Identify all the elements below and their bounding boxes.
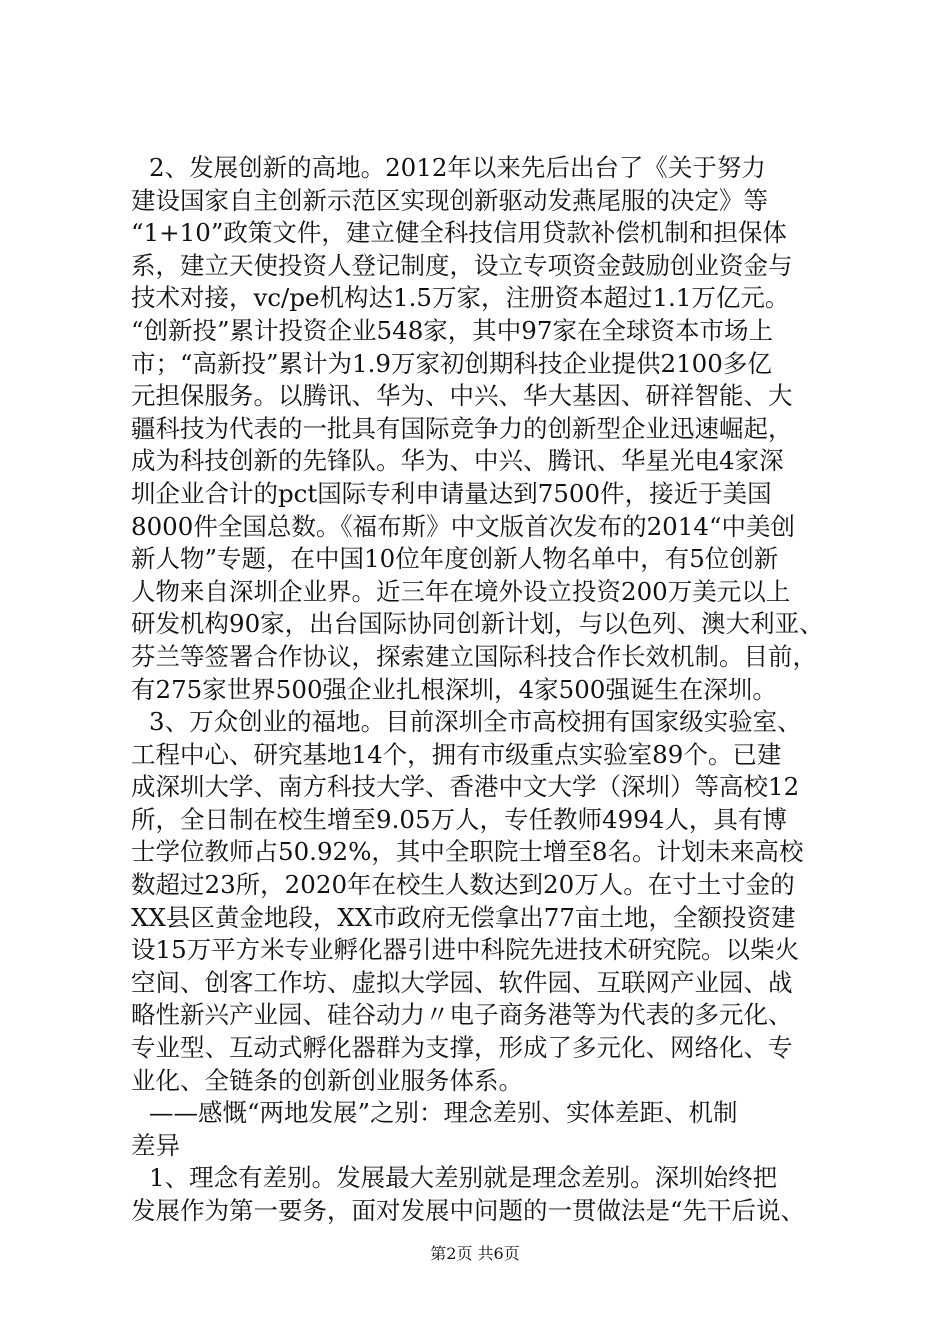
text-line: 士学位教师占50.92%，其中全职院士增至8名。计划未来高校 xyxy=(131,837,804,867)
text-line: 成深圳大学、南方科技大学、香港中文大学（深圳）等高校12 xyxy=(131,772,800,802)
text-line: 设15万平方米专业孵化器引进中科院先进技术研究院。以柴火 xyxy=(131,935,800,965)
text-line: 疆科技为代表的一批具有国际竞争力的创新型企业迅速崛起， xyxy=(131,413,793,443)
text-line: 有275家世界500强企业扎根深圳，4家500强诞生在深圳。 xyxy=(131,674,777,704)
text-line: 新人物”专题，在中国10位年度创新人物名单中，有5位创新 xyxy=(131,544,779,574)
text-line: 专业型、互动式孵化器群为支撑，形成了多元化、网络化、专 xyxy=(131,1033,793,1063)
text-line: 建设国家自主创新示范区实现创新驱动发燕尾服的决定》等 xyxy=(131,185,768,215)
section-heading-line: ——感慨“两地发展”之别：理念差别、实体差距、机制 xyxy=(149,1098,738,1128)
text-line: 元担保服务。以腾讯、华为、中兴、华大基因、研祥智能、大 xyxy=(131,381,793,411)
text-line: 研发机构90家，出台国际协同创新计划，与以色列、澳大利亚、 xyxy=(131,609,824,639)
text-line: 所，全日制在校生增至9.05万人，专任教师4994人，具有博 xyxy=(131,804,787,834)
text-line: 空间、创客工作坊、虚拟大学园、软件园、互联网产业园、战 xyxy=(131,967,793,997)
text-line: 人物来自深圳企业界。近三年在境外设立投资200万美元以上 xyxy=(131,576,791,606)
text-line: 技术对接，vc/pe机构达1.5万家，注册资本超过1.1万亿元。 xyxy=(131,283,790,313)
text-line: 工程中心、研究基地14个，拥有市级重点实验室89个。已建 xyxy=(131,739,782,769)
text-line: 2、发展创新的高地。2012年以来先后出台了《关于努力 xyxy=(149,153,766,182)
text-line: 系，建立天使投资人登记制度，设立专项资金鼓励创业资金与 xyxy=(131,250,793,280)
text-line: “1+10”政策文件，建立健全科技信用贷款补偿机制和担保体 xyxy=(131,218,787,248)
text-line: 成为科技创新的先锋队。华为、中兴、腾讯、华星光电4家深 xyxy=(131,446,784,476)
document-body xyxy=(131,152,829,1228)
text-line: 圳企业合计的pct国际专利申请量达到7500件，接近于美国 xyxy=(131,478,772,508)
section-heading-line: 差异 xyxy=(131,1130,180,1160)
text-line: 发展作为第一要务，面对发展中问题的一贯做法是“先干后说、 xyxy=(131,1196,806,1225)
text-line: 3、万众创业的福地。目前深圳全市高校拥有国家级实验室、 xyxy=(149,707,802,737)
text-line: 数超过23所，2020年在校生人数达到20万人。在寸土寸金的 xyxy=(131,870,795,900)
text-line: 业化、全链条的创新创业服务体系。 xyxy=(131,1065,523,1095)
text-line: 略性新兴产业园、硅谷动力〃电子商务港等为代表的多元化、 xyxy=(131,1000,793,1030)
text-line: “创新投”累计投资企业548家，其中97家在全球资本市场上 xyxy=(131,315,773,345)
text-line: XX县区黄金地段，XX市政府无偿拿出77亩土地，全额投资建 xyxy=(131,902,796,932)
text-line: 芬兰等签署合作协议，探索建立国际科技合作长效机制。目前， xyxy=(131,641,817,671)
text-line: 8000件全国总数。《福布斯》中文版首次发布的2014“中美创 xyxy=(131,511,795,541)
text-line: 市；“高新投”累计为1.9万家初创期科技企业提供2100多亿 xyxy=(131,348,772,378)
page-number-footer: 第2页 共6页 xyxy=(430,1244,520,1263)
text-line: 1、理念有差别。发展最大差别就是理念差别。深圳始终把 xyxy=(149,1163,778,1193)
